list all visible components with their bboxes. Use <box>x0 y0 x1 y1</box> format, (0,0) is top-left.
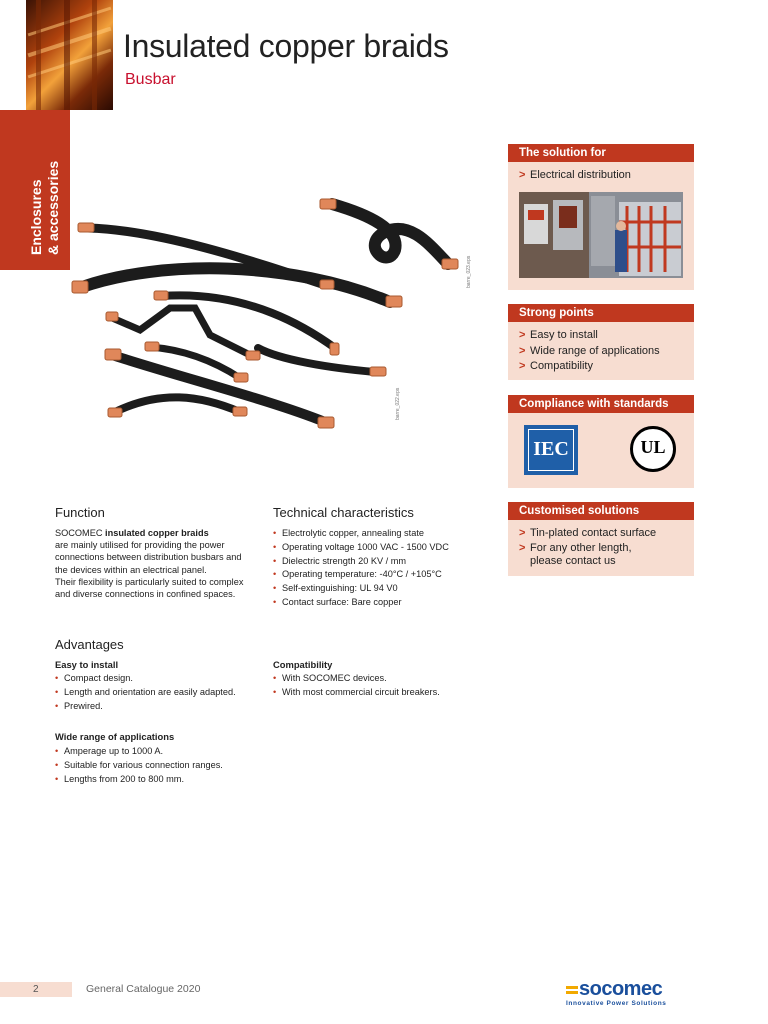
compat-heading: Compatibility <box>273 659 333 670</box>
technical-item: • Dielectric strength 20 KV / mm <box>273 555 407 566</box>
technical-item: • Contact surface: Bare copper <box>273 596 402 607</box>
customised-item: > For any other length, please contact us <box>519 541 632 567</box>
function-text: SOCOMEC insulated copper braids are mainly utilised for providing the power connections between distribution busbars and the devices within an electrical panel. Their flexibility is particularly suited to complex and diverse connections in confined spaces. <box>55 528 244 600</box>
section-tab-line2: & accessories <box>45 160 61 255</box>
socomec-logo <box>566 980 694 1010</box>
technical-item: • Operating voltage 1000 VAC - 1500 VDC <box>273 541 449 552</box>
ul-logo-text: UL <box>640 437 666 457</box>
switchboard-photo <box>519 192 683 278</box>
function-bold: insulated copper braids <box>105 528 209 538</box>
solution-box <box>508 144 694 290</box>
compliance-box <box>508 395 694 488</box>
function-heading: Function <box>55 505 105 520</box>
easy-item: • Length and orientation are easily adapted. <box>55 686 236 697</box>
wide-item: • Lengths from 200 to 800 mm. <box>55 773 185 784</box>
catalogue-name: General Catalogue 2020 <box>86 983 201 995</box>
solution-item: > Electrical distribution <box>519 169 631 181</box>
technical-item: • Electrolytic copper, annealing state <box>273 528 424 538</box>
ul-logo <box>630 426 676 472</box>
page-title: Insulated copper braids <box>123 28 449 64</box>
advantages-heading: Advantages <box>55 637 124 652</box>
customised-box <box>508 502 694 576</box>
strong-points-title: Strong points <box>508 304 694 322</box>
header-photo <box>26 0 113 110</box>
image-caption-1: barre_023.eps <box>466 255 472 288</box>
image-caption-2: barre_022.eps <box>395 387 401 420</box>
technical-heading: Technical characteristics <box>273 505 414 520</box>
strong-points-box <box>508 304 694 380</box>
iec-logo-text: IEC <box>533 438 569 460</box>
compat-item: • With most commercial circuit breakers. <box>273 686 440 697</box>
page-number: 2 <box>33 984 39 995</box>
easy-item: • Prewired. <box>55 700 103 711</box>
customised-item: > Tin-plated contact surface <box>519 527 657 539</box>
technical-list <box>273 527 498 610</box>
compat-item: • With SOCOMEC devices. <box>273 673 387 683</box>
customised-title: Customised solutions <box>508 502 694 520</box>
socomec-wordmark: socomec <box>579 978 663 1000</box>
wide-item: • Amperage up to 1000 A. <box>55 746 164 756</box>
strong-point-item: > Easy to install <box>519 329 598 341</box>
wide-heading: Wide range of applications <box>55 731 175 742</box>
page-subtitle: Busbar <box>125 71 176 88</box>
iec-logo <box>524 425 578 475</box>
technical-item: • Self-extinguishing: UL 94 V0 <box>273 583 398 594</box>
easy-heading: Easy to install <box>55 659 119 670</box>
easy-list <box>55 672 265 713</box>
compliance-title: Compliance with standards <box>508 395 694 413</box>
solution-box-title: The solution for <box>508 144 694 162</box>
product-image-braids <box>70 190 490 430</box>
section-tab-line1: Enclosures <box>28 179 44 255</box>
compat-list <box>273 672 493 700</box>
strong-point-item: > Wide range of applications <box>519 344 660 357</box>
section-tab-label <box>28 161 62 255</box>
strong-point-item: > Compatibility <box>519 360 593 372</box>
wide-item: • Suitable for various connection ranges. <box>55 759 223 770</box>
wide-list <box>55 745 265 786</box>
easy-item: • Compact design. <box>55 673 133 683</box>
technical-item: • Operating temperature: -40°C / +105°C <box>273 569 442 580</box>
function-brand: SOCOMEC <box>55 528 103 538</box>
socomec-tagline: Innovative Power Solutions <box>566 1000 667 1007</box>
